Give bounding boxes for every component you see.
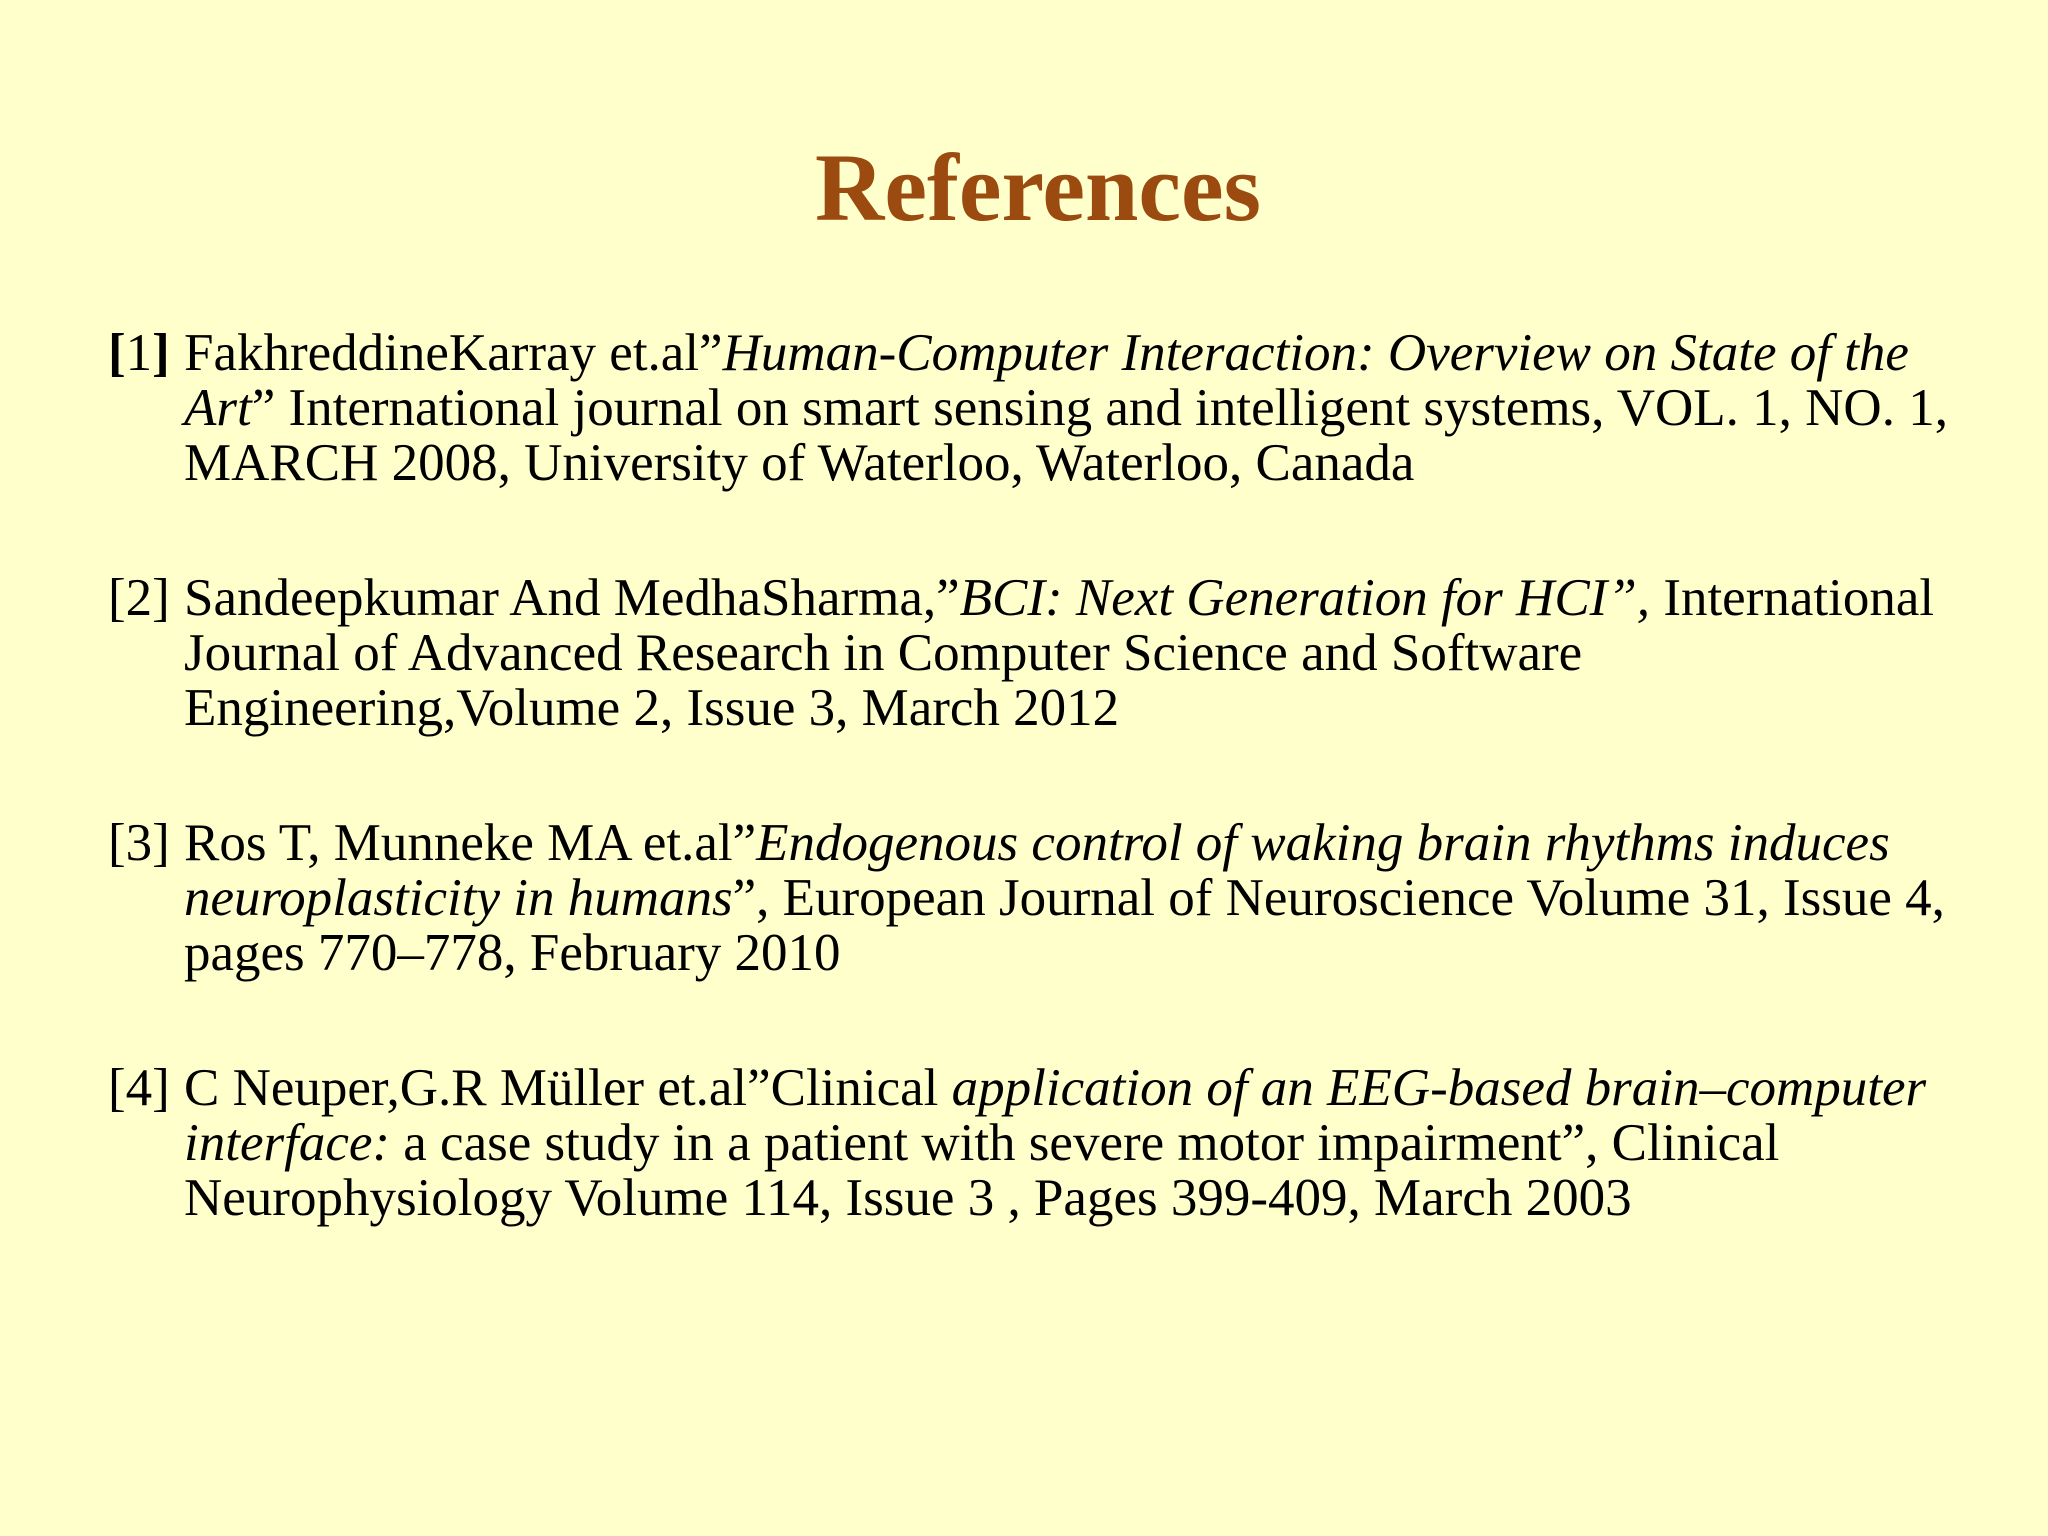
- reference-body: [184, 814, 1945, 982]
- reference-number: [108, 326, 170, 381]
- reference-details: a case study in a patient with severe motor impairment”, Clinical Neurophysiology Volume 114, Issue 3 , Pages 399-409, March 2003: [184, 1114, 1780, 1227]
- reference-title: Endogenous control of waking brain rhythms induces neuroplasticity in humans: [184, 814, 1890, 927]
- reference-item-1: [108, 326, 2008, 491]
- reference-details: ” International journal on smart sensing and intelligent systems, VOL. 1, NO. 1, MARCH 2008, University of Waterloo, Waterloo, Canada: [184, 379, 1948, 492]
- reference-body: [184, 324, 1948, 492]
- reference-details: ”, European Journal of Neuroscience Volume 31, Issue 4, pages 770–778, February 2010: [184, 869, 1945, 982]
- reference-item-4: [108, 1061, 2008, 1226]
- reference-title: BCI: Next Generation for HCI”,: [959, 569, 1651, 627]
- reference-body: [184, 569, 1934, 737]
- reference-author: Sandeepkumar And MedhaSharma,”: [184, 569, 960, 627]
- reference-open-bracket: [: [108, 324, 126, 382]
- reference-item-3: [108, 816, 2008, 981]
- reference-author: FakhreddineKarray et.al”: [184, 324, 723, 382]
- reference-title: application of an EEG-based brain–computer interface:: [184, 1059, 1927, 1172]
- reference-number: [4]: [108, 1059, 170, 1117]
- reference-details: International Journal of Advanced Research in Computer Science and Software Engineering,Volume 2, Issue 3, March 2012: [184, 569, 1935, 737]
- slide-title: References: [815, 134, 1261, 241]
- reference-close-bracket: ]: [152, 324, 170, 382]
- reference-body: [184, 1059, 1926, 1227]
- reference-list: [108, 326, 2008, 1306]
- reference-author: C Neuper,G.R Müller et.al”Clinical: [184, 1059, 952, 1117]
- reference-title: Human-Computer Interaction: Overview on State of the Art: [184, 324, 1909, 437]
- reference-number: [2]: [108, 569, 170, 627]
- reference-item-2: [108, 571, 2008, 736]
- reference-number: [3]: [108, 814, 170, 872]
- reference-number-digit: 1: [125, 324, 153, 382]
- reference-author: Ros T, Munneke MA et.al”: [184, 814, 757, 872]
